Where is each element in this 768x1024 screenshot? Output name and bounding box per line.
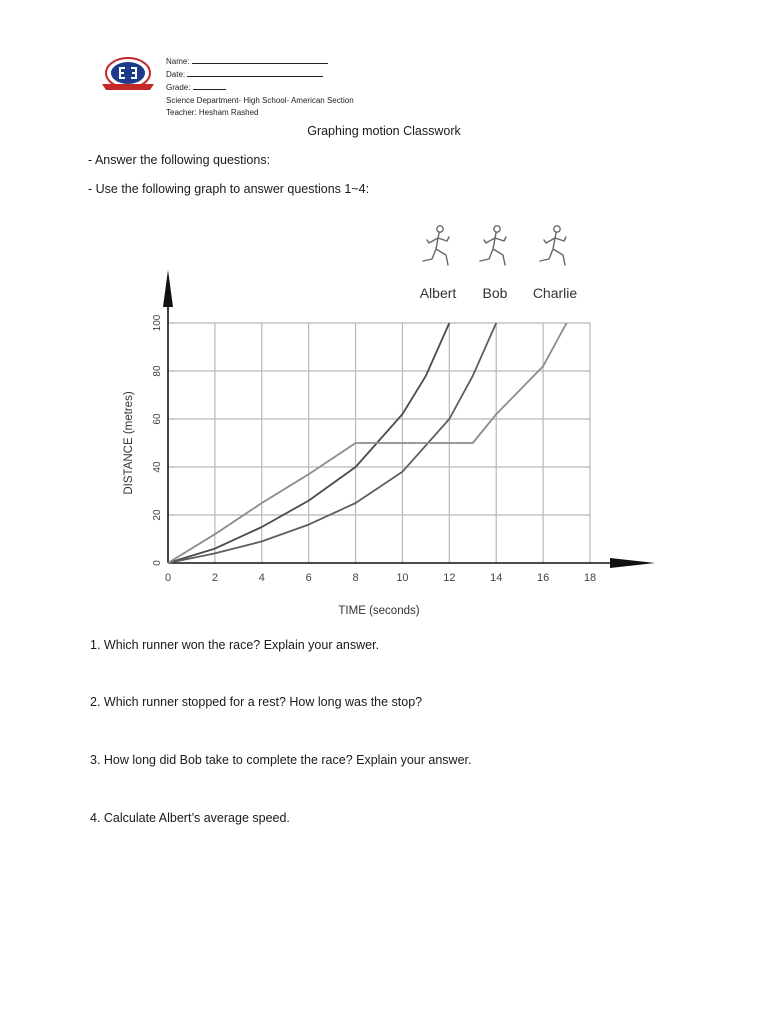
y-axis-arrow [163, 270, 173, 307]
teacher-line: Teacher: Hesham Rashed [166, 107, 259, 117]
y-tick-label: 100 [152, 314, 163, 332]
x-tick-label: 18 [583, 572, 597, 584]
distance-time-chart [110, 215, 670, 625]
legend-label-albert: Albert [419, 285, 457, 301]
question-1: 1. Which runner won the race? Explain your answer. [90, 638, 380, 652]
series-line-charlie [168, 323, 567, 563]
y-tick-label: 40 [152, 461, 163, 473]
x-tick-label: 0 [164, 572, 172, 584]
instruction-2: - Use the following graph to answer questions 1~4: [88, 182, 370, 196]
y-tick-label: 60 [152, 413, 163, 425]
question-2: 2. Which runner stopped for a rest? How long was the stop? [90, 695, 423, 709]
x-tick-label: 16 [536, 572, 550, 584]
grade-line [166, 81, 354, 94]
x-axis-title: TIME (seconds) [338, 605, 420, 617]
name-label: Name: [166, 57, 190, 66]
x-tick-label: 10 [396, 572, 409, 584]
page-title: Graphing motion Classwork [307, 124, 461, 138]
question-3: 3. How long did Bob take to complete the race? Explain your answer. [90, 753, 472, 767]
x-tick-label: 14 [490, 572, 503, 584]
x-tick-label: 4 [258, 572, 265, 584]
runner-figure-icon [480, 233, 506, 265]
runner-head-icon [494, 226, 500, 232]
grade-blank[interactable] [193, 81, 226, 90]
x-tick-label: 6 [305, 572, 312, 584]
department-line: Science Department- High School- American Section [166, 95, 354, 105]
header-info [166, 55, 354, 119]
date-blank[interactable] [187, 68, 323, 77]
date-line [166, 68, 354, 81]
x-tick-label: 2 [211, 572, 218, 584]
x-tick-label: 12 [443, 572, 456, 584]
name-blank[interactable] [192, 55, 328, 64]
runner-figure-icon [423, 233, 449, 265]
runner-head-icon [554, 226, 560, 232]
legend-label-bob: Bob [482, 285, 508, 301]
grade-label: Grade: [166, 83, 191, 93]
x-axis-arrow [610, 558, 655, 568]
runner-head-icon [437, 226, 443, 232]
school-logo [100, 56, 156, 94]
y-tick-label: 20 [152, 509, 163, 521]
x-tick-label: 8 [352, 572, 359, 584]
question-4: 4. Calculate Albert’s average speed. [90, 811, 290, 825]
legend-label-charlie: Charlie [532, 285, 578, 301]
date-label: Date: [166, 70, 186, 80]
y-tick-label: 80 [152, 365, 163, 377]
name-line [166, 55, 354, 68]
y-axis-title: DISTANCE (metres) [123, 391, 135, 495]
y-tick-label: 0 [152, 560, 163, 566]
runner-figure-icon [540, 233, 566, 265]
instruction-1: - Answer the following questions: [88, 153, 271, 167]
